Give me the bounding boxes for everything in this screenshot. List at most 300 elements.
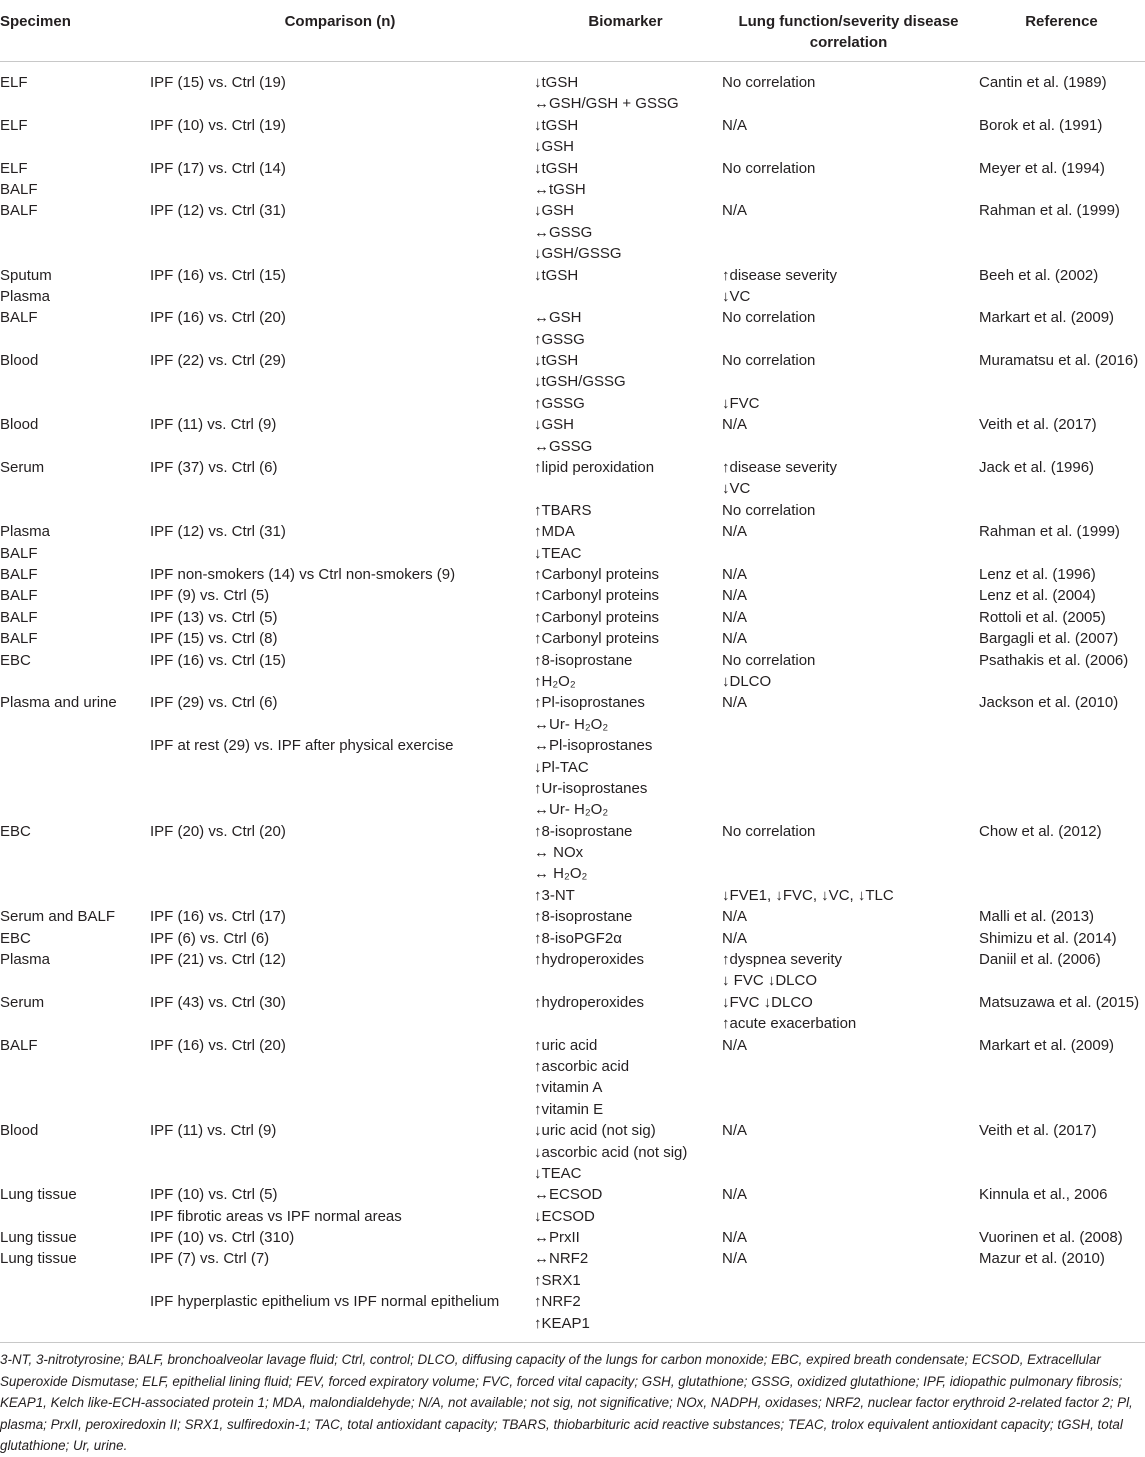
lung-correlation-line: ↓ FVC ↓DLCO <box>722 972 818 990</box>
specimen-line: BALF <box>0 565 38 583</box>
biomarker-line: ↔GSH <box>534 309 582 327</box>
reference-cell <box>978 585 1145 606</box>
specimen-line: BALF <box>0 202 38 220</box>
table-row <box>0 521 1145 564</box>
specimen-line: BALF <box>0 608 38 626</box>
lung-correlation-line: ↑acute exacerbation <box>722 1015 857 1033</box>
table-row <box>0 115 1145 158</box>
table-header <box>0 0 1145 62</box>
specimen-cell <box>0 1227 148 1248</box>
biomarker-cell <box>532 628 719 649</box>
specimen-line: BALF <box>0 587 38 605</box>
reference-cell <box>978 200 1145 264</box>
biomarker-cell <box>532 1248 719 1342</box>
biomarker-line: ↑Ur-isoprostanes <box>534 779 648 797</box>
lung-correlation-line: No correlation <box>722 501 816 519</box>
biomarker-line: ↓tGSH <box>534 74 579 91</box>
specimen-cell <box>0 992 148 1035</box>
table-row <box>0 62 1145 115</box>
lung-correlation-line: ↓FVC ↓DLCO <box>722 993 813 1011</box>
specimen-cell <box>0 650 148 693</box>
reference-cell <box>978 457 1145 521</box>
table-row <box>0 949 1145 992</box>
biomarker-cell <box>532 949 719 992</box>
lung-correlation-line <box>722 371 978 392</box>
biomarker-line: ↔NRF2 <box>534 1250 589 1268</box>
reference-line: Rahman et al. (1999) <box>979 202 1120 220</box>
comparison-line: IPF (6) vs. Ctrl (6) <box>150 929 270 947</box>
reference-cell <box>978 1120 1145 1184</box>
lung-correlation-cell <box>719 906 978 927</box>
reference-cell <box>978 158 1145 201</box>
lung-correlation-line: No correlation <box>722 309 816 327</box>
reference-line: Kinnula et al., 2006 <box>979 1186 1108 1204</box>
reference-line: Jackson et al. (2010) <box>979 694 1119 712</box>
biomarker-line: ↓Pl-TAC <box>534 758 589 776</box>
reference-line: Markart et al. (2009) <box>979 1036 1115 1054</box>
specimen-cell <box>0 265 148 308</box>
lung-correlation-line: ↓VC <box>722 287 751 305</box>
biomarker-line: ↑KEAP1 <box>534 1314 590 1332</box>
table-row <box>0 564 1145 585</box>
biomarker-cell <box>532 585 719 606</box>
table-row <box>0 1120 1145 1184</box>
reference-line: Rottoli et al. (2005) <box>979 608 1106 626</box>
specimen-cell <box>0 1120 148 1184</box>
comparison-cell <box>148 414 532 457</box>
specimen-cell <box>0 350 148 414</box>
comparison-line: IPF (10) vs. Ctrl (5) <box>150 1186 278 1204</box>
specimen-cell <box>0 692 148 820</box>
lung-correlation-cell <box>719 62 978 115</box>
biomarker-line: ↓ECSOD <box>534 1207 595 1225</box>
comparison-cell <box>148 928 532 949</box>
biomarker-line: ↑Carbonyl proteins <box>534 587 660 605</box>
biomarker-line: ↑GSSG <box>534 330 585 348</box>
biomarker-line: ↓tGSH/GSSG <box>534 373 626 391</box>
comparison-line: IPF (16) vs. Ctrl (20) <box>150 1036 286 1054</box>
biomarker-line: ↔ECSOD <box>534 1186 603 1204</box>
lung-correlation-line: N/A <box>722 1186 748 1204</box>
table-row <box>0 1035 1145 1121</box>
specimen-line: ELF <box>0 159 28 177</box>
reference-cell <box>978 521 1145 564</box>
biomarker-line: ↓GSH <box>534 138 575 156</box>
lung-correlation-cell <box>719 949 978 992</box>
lung-correlation-cell <box>719 265 978 308</box>
reference-line: Chow et al. (2012) <box>979 822 1102 840</box>
lung-correlation-line: No correlation <box>722 822 816 840</box>
comparison-cell <box>148 521 532 564</box>
biomarker-line: ↑H₂O₂ <box>534 672 576 690</box>
biomarker-cell <box>532 992 719 1035</box>
biomarker-cell <box>532 414 719 457</box>
biomarker-line: ↔Pl-isoprostanes <box>534 737 653 755</box>
reference-cell <box>978 992 1145 1035</box>
table-row <box>0 200 1145 264</box>
reference-cell <box>978 307 1145 350</box>
specimen-line: Plasma and urine <box>0 694 117 712</box>
reference-cell <box>978 928 1145 949</box>
lung-correlation-cell <box>719 1248 978 1342</box>
lung-correlation-line: N/A <box>722 116 748 134</box>
reference-cell <box>978 350 1145 414</box>
lung-correlation-line: ↑disease severity <box>722 266 838 284</box>
reference-cell <box>978 692 1145 820</box>
lung-correlation-cell <box>719 1184 978 1227</box>
reference-cell <box>978 564 1145 585</box>
lung-correlation-line: No correlation <box>722 159 816 177</box>
biomarker-line: ↔PrxII <box>534 1229 580 1247</box>
specimen-cell <box>0 564 148 585</box>
comparison-cell <box>148 200 532 264</box>
biomarker-cell <box>532 564 719 585</box>
lung-correlation-cell <box>719 628 978 649</box>
lung-correlation-line: N/A <box>722 608 748 626</box>
reference-line: Psathakis et al. (2006) <box>979 651 1129 669</box>
lung-correlation-cell <box>719 1035 978 1121</box>
reference-line: Shimizu et al. (2014) <box>979 929 1117 947</box>
lung-correlation-line: N/A <box>722 523 748 541</box>
comparison-line: IPF (15) vs. Ctrl (8) <box>150 630 278 648</box>
biomarker-line: ↑NRF2 <box>534 1293 581 1311</box>
biomarker-line: ↑hydroperoxides <box>534 993 645 1011</box>
lung-correlation-line <box>722 842 978 863</box>
header-reference: Reference <box>978 0 1145 62</box>
header-lung-function: Lung function/severity disease correlation <box>719 0 978 62</box>
comparison-cell <box>148 1035 532 1121</box>
comparison-line: IPF (10) vs. Ctrl (310) <box>150 1229 295 1247</box>
reference-line: Lenz et al. (1996) <box>979 565 1096 583</box>
table-body <box>0 62 1145 1343</box>
lung-correlation-line: ↓VC <box>722 480 751 498</box>
comparison-cell <box>148 821 532 907</box>
specimen-line: Sputum <box>0 266 52 284</box>
specimen-line: Plasma <box>0 523 51 541</box>
comparison-cell <box>148 1120 532 1184</box>
comparison-line: IPF (11) vs. Ctrl (9) <box>150 1122 277 1140</box>
biomarker-line: ↓GSH/GSSG <box>534 245 622 263</box>
specimen-cell <box>0 115 148 158</box>
biomarker-cell <box>532 200 719 264</box>
comparison-line: IPF (15) vs. Ctrl (19) <box>150 74 286 91</box>
specimen-cell <box>0 1035 148 1121</box>
comparison-cell <box>148 350 532 414</box>
biomarker-line: ↑SRX1 <box>534 1271 581 1289</box>
lung-correlation-line <box>722 863 978 884</box>
table-row <box>0 906 1145 927</box>
biomarker-cell <box>532 1227 719 1248</box>
reference-cell <box>978 628 1145 649</box>
biomarker-line: ↓TEAC <box>534 544 582 562</box>
biomarker-cell <box>532 1035 719 1121</box>
lung-correlation-line: N/A <box>722 1036 748 1054</box>
reference-cell <box>978 265 1145 308</box>
comparison-line: IPF non-smokers (14) vs Ctrl non-smokers (9) <box>150 565 456 583</box>
lung-correlation-line: N/A <box>722 630 748 648</box>
reference-line: Matsuzawa et al. (2015) <box>979 993 1140 1011</box>
table-row <box>0 628 1145 649</box>
biomarker-cell <box>532 1184 719 1227</box>
lung-correlation-cell <box>719 307 978 350</box>
reference-line: Beeh et al. (2002) <box>979 266 1099 284</box>
comparison-line: IPF (20) vs. Ctrl (20) <box>150 822 286 840</box>
specimen-line: Serum <box>0 459 45 477</box>
biomarker-line: ↓tGSH <box>534 116 579 134</box>
comparison-line <box>150 714 532 735</box>
table-row <box>0 1184 1145 1227</box>
specimen-cell <box>0 585 148 606</box>
biomarker-line: ↑GSSG <box>534 394 585 412</box>
lung-correlation-line: N/A <box>722 202 748 220</box>
comparison-cell <box>148 564 532 585</box>
comparison-cell <box>148 62 532 115</box>
lung-correlation-cell <box>719 564 978 585</box>
comparison-cell <box>148 158 532 201</box>
biomarker-line: ↔ H₂O₂ <box>534 865 588 883</box>
table-row <box>0 1227 1145 1248</box>
specimen-cell <box>0 307 148 350</box>
biomarker-line: ↑8-isoprostane <box>534 651 633 669</box>
reference-cell <box>978 607 1145 628</box>
comparison-cell <box>148 265 532 308</box>
biomarker-cell <box>532 607 719 628</box>
lung-correlation-cell <box>719 414 978 457</box>
biomarker-line: ↑Carbonyl proteins <box>534 630 660 648</box>
comparison-line: IPF (22) vs. Ctrl (29) <box>150 352 286 370</box>
table-row <box>0 350 1145 414</box>
specimen-line: Blood <box>0 1122 39 1140</box>
biomarker-line: ↓ascorbic acid (not sig) <box>534 1143 688 1161</box>
biomarker-line: ↑lipid peroxidation <box>534 459 655 477</box>
lung-correlation-cell <box>719 115 978 158</box>
lung-correlation-line: N/A <box>722 1250 748 1268</box>
biomarker-line: ↑uric acid <box>534 1036 598 1054</box>
biomarker-line: ↓tGSH <box>534 159 579 177</box>
reference-cell <box>978 1184 1145 1227</box>
biomarker-cell <box>532 692 719 820</box>
lung-correlation-line: ↓DLCO <box>722 672 772 690</box>
biomarker-cell <box>532 307 719 350</box>
comparison-line <box>150 1270 532 1291</box>
biomarker-line: ↔GSSG <box>534 437 593 455</box>
comparison-line: IPF (29) vs. Ctrl (6) <box>150 694 278 712</box>
specimen-line: EBC <box>0 822 31 840</box>
biomarker-line: ↔Ur- H₂O₂ <box>534 801 609 819</box>
table-row <box>0 307 1145 350</box>
biomarker-line: ↑8-isoprostane <box>534 908 633 926</box>
biomarker-cell <box>532 821 719 907</box>
specimen-line: Serum <box>0 993 45 1011</box>
biomarker-line: ↑8-isoPGF2α <box>534 929 622 947</box>
specimen-cell <box>0 457 148 521</box>
specimen-line: BALF <box>0 544 38 562</box>
comparison-cell <box>148 949 532 992</box>
reference-line: Rahman et al. (1999) <box>979 523 1120 541</box>
specimen-line: Blood <box>0 416 39 434</box>
specimen-line: Lung tissue <box>0 1250 77 1268</box>
lung-correlation-cell <box>719 928 978 949</box>
reference-cell <box>978 414 1145 457</box>
comparison-line: IPF (7) vs. Ctrl (7) <box>150 1250 270 1268</box>
specimen-cell <box>0 1248 148 1342</box>
specimen-line: ELF <box>0 74 28 91</box>
specimen-cell <box>0 628 148 649</box>
specimen-cell <box>0 521 148 564</box>
comparison-line: IPF hyperplastic epithelium vs IPF normal epithelium <box>150 1293 500 1311</box>
comparison-line: IPF (37) vs. Ctrl (6) <box>150 459 278 477</box>
comparison-line: IPF fibrotic areas vs IPF normal areas <box>150 1207 402 1225</box>
header-biomarker: Biomarker <box>532 0 719 62</box>
specimen-line: BALF <box>0 180 38 198</box>
reference-cell <box>978 821 1145 907</box>
header-comparison: Comparison (n) <box>148 0 532 62</box>
lung-correlation-cell <box>719 607 978 628</box>
lung-correlation-line: N/A <box>722 1229 748 1247</box>
reference-line: Muramatsu et al. (2016) <box>979 352 1139 370</box>
table-row <box>0 158 1145 201</box>
specimen-line: Plasma <box>0 287 51 305</box>
comparison-line: IPF (16) vs. Ctrl (17) <box>150 908 286 926</box>
reference-line: Meyer et al. (1994) <box>979 159 1105 177</box>
specimen-line: Lung tissue <box>0 1229 77 1247</box>
lung-correlation-cell <box>719 585 978 606</box>
lung-correlation-line: ↓FVE1, ↓FVC, ↓VC, ↓TLC <box>722 886 894 904</box>
reference-line: Malli et al. (2013) <box>979 908 1095 926</box>
comparison-cell <box>148 307 532 350</box>
biomarker-cell <box>532 115 719 158</box>
biomarker-line: ↓tGSH <box>534 266 579 284</box>
lung-correlation-cell <box>719 992 978 1035</box>
biomarker-line: ↔GSH/GSH + GSSG <box>534 95 679 113</box>
biomarker-line: ↓GSH <box>534 416 575 434</box>
reference-cell <box>978 949 1145 992</box>
specimen-cell <box>0 158 148 201</box>
biomarker-line: ↓uric acid (not sig) <box>534 1122 656 1140</box>
table-row <box>0 928 1145 949</box>
reference-line: Bargagli et al. (2007) <box>979 630 1119 648</box>
reference-line: Vuorinen et al. (2008) <box>979 1229 1123 1247</box>
biomarker-cell <box>532 650 719 693</box>
specimen-cell <box>0 906 148 927</box>
comparison-cell <box>148 607 532 628</box>
biomarker-cell <box>532 521 719 564</box>
reference-line: Veith et al. (2017) <box>979 416 1097 434</box>
biomarker-line: ↑hydroperoxides <box>534 951 645 969</box>
comparison-line: IPF (16) vs. Ctrl (15) <box>150 266 286 284</box>
comparison-cell <box>148 585 532 606</box>
comparison-cell <box>148 1184 532 1227</box>
biomarker-cell <box>532 1120 719 1184</box>
lung-correlation-line: N/A <box>722 908 748 926</box>
reference-line: Jack et al. (1996) <box>979 459 1095 477</box>
comparison-line: IPF (9) vs. Ctrl (5) <box>150 587 270 605</box>
table-row <box>0 265 1145 308</box>
comparison-line: IPF (43) vs. Ctrl (30) <box>150 993 286 1011</box>
comparison-cell <box>148 1227 532 1248</box>
specimen-line: ELF <box>0 116 28 134</box>
lung-correlation-line: N/A <box>722 565 748 583</box>
biomarker-line: ↑Carbonyl proteins <box>534 608 660 626</box>
biomarker-cell <box>532 265 719 308</box>
specimen-cell <box>0 414 148 457</box>
biomarker-line: ↓tGSH <box>534 352 579 370</box>
specimen-cell <box>0 821 148 907</box>
lung-correlation-line: ↑dyspnea severity <box>722 951 843 969</box>
lung-correlation-cell <box>719 821 978 907</box>
lung-correlation-line: N/A <box>722 416 748 434</box>
table-row <box>0 992 1145 1035</box>
reference-cell <box>978 1227 1145 1248</box>
biomarker-cell <box>532 158 719 201</box>
biomarker-line: ↑TBARS <box>534 501 592 519</box>
comparison-cell <box>148 906 532 927</box>
comparison-line: IPF at rest (29) vs. IPF after physical exercise <box>150 737 454 755</box>
table-row <box>0 1248 1145 1342</box>
reference-cell <box>978 650 1145 693</box>
lung-correlation-line: No correlation <box>722 352 816 370</box>
reference-cell <box>978 1035 1145 1121</box>
lung-correlation-cell <box>719 692 978 820</box>
comparison-line: IPF (21) vs. Ctrl (12) <box>150 951 286 969</box>
reference-line: Cantin et al. (1989) <box>979 74 1107 91</box>
table-row <box>0 457 1145 521</box>
biomarker-line: ↑MDA <box>534 523 575 541</box>
biomarker-cell <box>532 62 719 115</box>
specimen-line: Serum and BALF <box>0 908 116 926</box>
specimen-cell <box>0 200 148 264</box>
comparison-cell <box>148 1248 532 1342</box>
header-specimen: Specimen <box>0 0 148 62</box>
table-row <box>0 821 1145 907</box>
specimen-cell <box>0 607 148 628</box>
biomarker-line: ↔Ur- H₂O₂ <box>534 715 609 733</box>
table-row <box>0 692 1145 820</box>
table-row <box>0 650 1145 693</box>
lung-correlation-cell <box>719 650 978 693</box>
biomarker-cell <box>532 906 719 927</box>
lung-correlation-cell <box>719 350 978 414</box>
biomarker-line: ↑3-NT <box>534 886 575 904</box>
lung-correlation-cell <box>719 1227 978 1248</box>
lung-correlation-cell <box>719 200 978 264</box>
reference-cell <box>978 62 1145 115</box>
biomarker-line: ↓GSH <box>534 202 575 220</box>
biomarker-line: ↑Carbonyl proteins <box>534 565 660 583</box>
comparison-line: IPF (12) vs. Ctrl (31) <box>150 523 286 541</box>
biomarker-cell <box>532 457 719 521</box>
header-row <box>0 0 1145 62</box>
biomarker-line: ↑vitamin E <box>534 1100 604 1118</box>
specimen-line: BALF <box>0 309 38 327</box>
specimen-line: Lung tissue <box>0 1186 77 1204</box>
specimen-cell <box>0 928 148 949</box>
biomarker-line: ↑Pl-isoprostanes <box>534 694 645 712</box>
lung-correlation-line: N/A <box>722 587 748 605</box>
specimen-cell <box>0 949 148 992</box>
comparison-line: IPF (12) vs. Ctrl (31) <box>150 202 286 220</box>
reference-line: Veith et al. (2017) <box>979 1122 1097 1140</box>
specimen-line: BALF <box>0 630 38 648</box>
comparison-line: IPF (13) vs. Ctrl (5) <box>150 608 278 626</box>
comparison-line: IPF (11) vs. Ctrl (9) <box>150 416 277 434</box>
comparison-cell <box>148 992 532 1035</box>
specimen-line: EBC <box>0 929 31 947</box>
comparison-line: IPF (10) vs. Ctrl (19) <box>150 116 286 134</box>
comparison-cell <box>148 692 532 820</box>
comparison-line: IPF (16) vs. Ctrl (15) <box>150 651 286 669</box>
lung-correlation-line: N/A <box>722 694 748 712</box>
